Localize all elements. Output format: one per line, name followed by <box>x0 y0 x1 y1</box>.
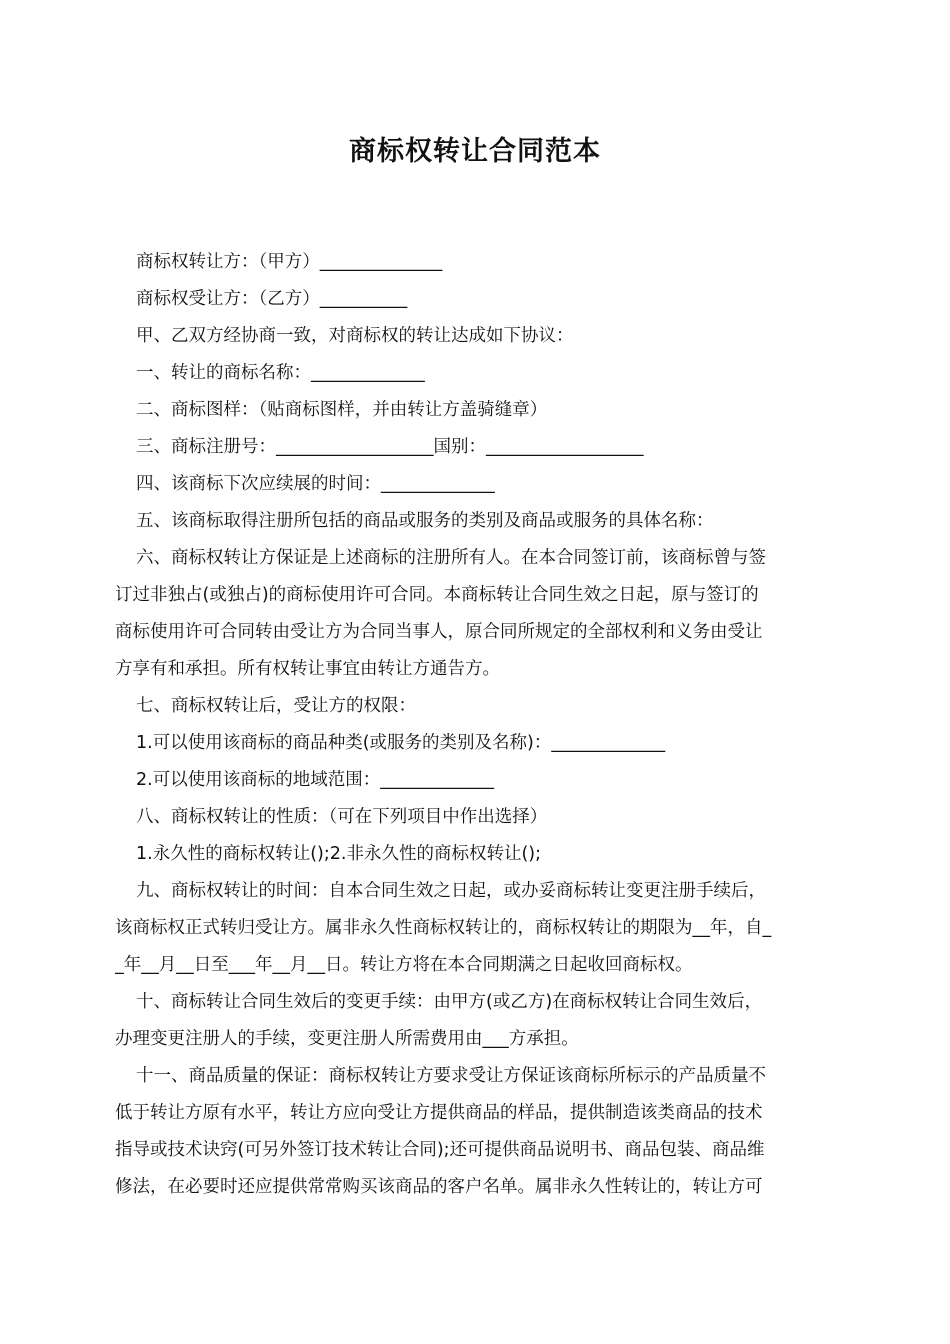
paragraph-line: 六、商标权转让方保证是上述商标的注册所有人。在本合同签订前，该商标曾与签 <box>136 548 766 568</box>
clause-6-paragraph <box>115 540 837 688</box>
paragraph-line: 九、商标权转让的时间：自本合同生效之日起，或办妥商标转让变更注册手续后， <box>136 881 766 901</box>
paragraph-line: _年__月__日至___年__月__日。转让方将在本合同期满之日起收回商标权。 <box>115 955 693 975</box>
clause-4-renewal-time: 四、该商标下次应续展的时间：_____________ <box>136 474 495 494</box>
paragraph-line: 商标使用许可合同转由受让方为合同当事人，原合同所规定的全部权利和义务由受让 <box>115 622 763 642</box>
paragraph-line: 修法，在必要时还应提供常常购买该商品的客户名单。属非永久性转让的，转让方可 <box>115 1177 763 1197</box>
paragraph-line: 低于转让方原有水平，转让方应向受让方提供商品的样品，提供制造该类商品的技术 <box>115 1103 763 1123</box>
transferee-line: 商标权受让方：（乙方）__________ <box>136 289 408 309</box>
clause-7-item-2: 2.可以使用该商标的地域范围：_____________ <box>136 770 494 790</box>
clause-3-registration-number: 三、商标注册号：__________________国别：__________________ <box>136 437 644 457</box>
clause-7-rights: 七、商标权转让后，受让方的权限： <box>136 696 416 716</box>
document-body <box>115 244 837 1206</box>
transferor-line: 商标权转让方：（甲方）______________ <box>136 252 443 272</box>
paragraph-line: 订过非独占(或独占)的商标使用许可合同。本商标转让合同生效之日起，原与签订的 <box>115 585 759 605</box>
clause-2-trademark-sample: 二、商标图样：（贴商标图样，并由转让方盖骑缝章） <box>136 400 548 420</box>
paragraph-line: 方享有和承担。所有权转让事宜由转让方通告方。 <box>115 659 500 679</box>
paragraph-line: 该商标权正式转归受让方。属非永久性商标权转让的，商标权转让的期限为__年，自_ <box>115 918 772 938</box>
agreement-intro: 甲、乙双方经协商一致，对商标权的转让达成如下协议： <box>136 326 574 346</box>
clause-8-options: 1.永久性的商标权转让();2.非永久性的商标权转让(); <box>136 844 541 864</box>
paragraph-line: 指导或技术诀窍(可另外签订技术转让合同);还可提供商品说明书、商品包装、商品维 <box>115 1140 765 1160</box>
clause-5-goods-classes: 五、该商标取得注册所包括的商品或服务的类别及商品或服务的具体名称： <box>136 511 714 531</box>
clause-8-nature: 八、商标权转让的性质：（可在下列项目中作出选择） <box>136 807 548 827</box>
paragraph-line: 十、商标转让合同生效后的变更手续：由甲方(或乙方)在商标权转让合同生效后， <box>136 992 763 1012</box>
clause-9-paragraph <box>115 873 837 984</box>
document-title: 商标权转让合同范本 <box>349 136 601 167</box>
clause-1-trademark-name: 一、转让的商标名称：_____________ <box>136 363 425 383</box>
clause-7-item-1: 1.可以使用该商标的商品种类(或服务的类别及名称)：_____________ <box>136 733 666 753</box>
paragraph-line: 十一、商品质量的保证：商标权转让方要求受让方保证该商标所标示的产品质量不 <box>136 1066 766 1086</box>
clause-11-paragraph <box>115 1058 837 1206</box>
clause-10-paragraph <box>115 984 837 1058</box>
paragraph-line: 办理变更注册人的手续，变更注册人所需费用由___方承担。 <box>115 1029 579 1049</box>
